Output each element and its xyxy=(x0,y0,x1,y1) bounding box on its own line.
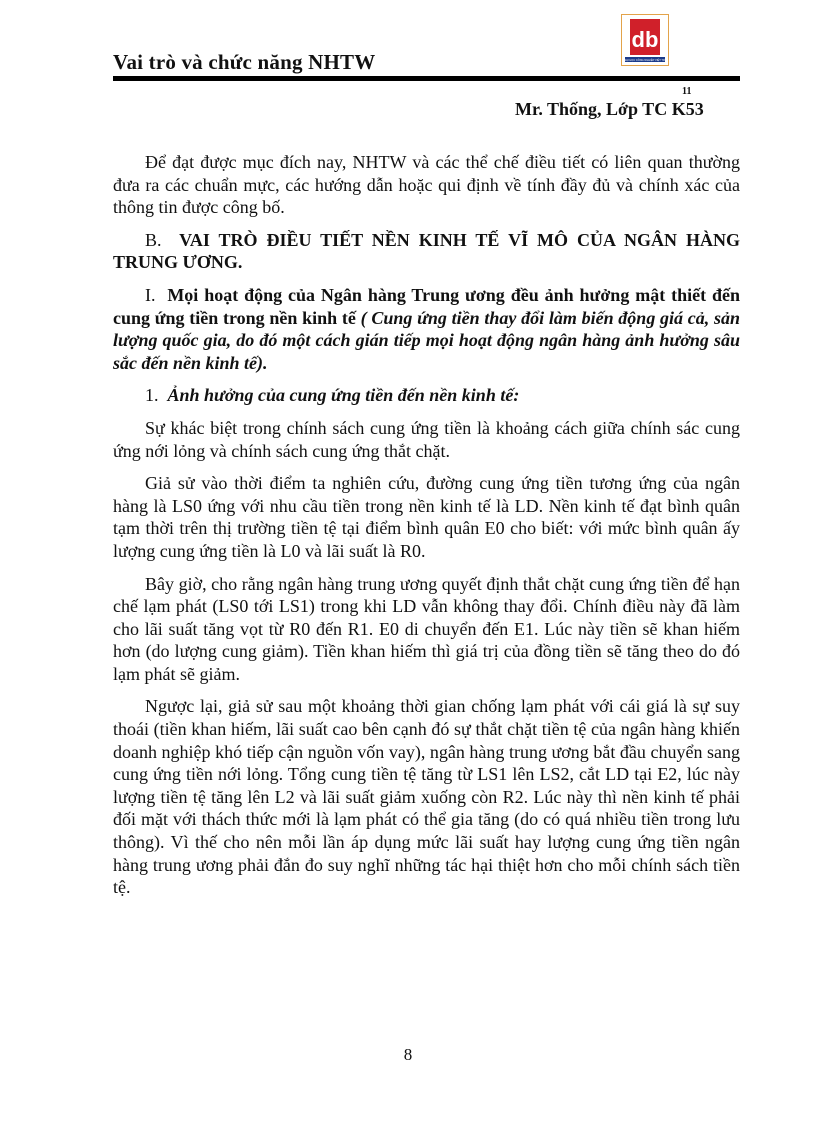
body-paragraph-2: Giả sử vào thời điểm ta nghiên cứu, đường cung ứng tiền tương ứng của ngân hàng là LS0 ứng với nhu cầu tiền trong nền kinh tế là LD. Nền kinh tế đạt bình quân tạm thời trên thị trường tiền tệ tại điểm bình quân E0 cho biết: với mức bình quân ấy lượng cung ứng tiền là L0 và lãi suất là R0. xyxy=(113,473,740,561)
page-number: 8 xyxy=(403,1045,413,1064)
document-body xyxy=(113,151,740,909)
subsection-1-heading xyxy=(113,384,740,407)
section-i-italic: ( Cung ứng tiền thay đổi làm biến động giá cả, sản lượng quốc gia, do đó một cách gián tiếp mọi hoạt động ngân hàng ảnh hưởng sâu sắc đến nền kinh tế). xyxy=(113,307,741,373)
section-i-heading xyxy=(113,284,740,374)
header-superscript: 11 xyxy=(682,86,692,97)
body-paragraph-3: Bây giờ, cho rằng ngân hàng trung ương quyết định thắt chặt cung ứng tiền để hạn chế lạm phát (LS0 tới LS1) trong khi LD vẫn không thay đổi. Chính điều này đã làm cho lãi suất tăng vọt từ R0 đến R1. E0 di chuyển đến E1. Lúc này tiền sẽ khan hiếm hơn (do lượng cung giảm). Tiền khan hiếm thì giá trị của đồng tiền sẽ tăng theo do đó lạm phát sẽ giảm. xyxy=(113,573,740,684)
section-i-number: I. xyxy=(145,284,156,305)
header-rule xyxy=(113,76,740,81)
logo-text: db xyxy=(631,27,659,52)
author-line: Mr. Thống, Lớp TC K53 xyxy=(515,99,704,119)
header-title: Vai trò và chức năng NHTW xyxy=(113,50,376,74)
section-b-title: VAI TRÒ ĐIỀU TIẾT NỀN KINH TẾ VĨ MÔ CỦA NGÂN HÀNG TRUNG ƯƠNG. xyxy=(113,229,740,273)
logo-icon xyxy=(622,15,668,65)
university-logo xyxy=(621,14,669,66)
section-i-title: Mọi hoạt động của Ngân hàng Trung ương đều ảnh hưởng mật thiết đến cung ứng tiền trong nền kinh tế xyxy=(113,284,741,328)
logo-caption: ĐẠI HỌC CÔNG NGHIỆP VIỆT TRÌ xyxy=(624,59,666,62)
body-paragraph-4: Ngược lại, giả sử sau một khoảng thời gian chống lạm phát với cái giá là sự suy thoái (tiền khan hiếm, lãi suất cao bên cạnh đó sự thắt chặt tiền tệ của ngân hàng khiến doanh nghiệp khó tiếp cận nguồn vốn vay), ngân hàng trung ương bắt đầu chuyển sang cung ứng tiền nới lỏng. Tổng cung tiền tệ tăng từ LS1 lên LS2, cắt LD tại E2, lúc này lượng tiền tệ tăng lên L2 và lãi suất giảm xuống còn R2. Lúc này thì nền kinh tế phải đối mặt với thách thức mới là lạm phát có thể gia tăng (do có quá nhiều tiền trong lưu thông). Vì thế cho nên mỗi lần áp dụng mức lãi suất hay lượng cung ứng tiền ngân hàng trung ương phải đắn đo suy nghĩ những tác hại thiệt hơn cho mỗi chính sách tiền tệ. xyxy=(113,696,740,898)
intro-paragraph: Để đạt được mục đích nay, NHTW và các thể chế điều tiết có liên quan thường đưa ra các chuẩn mực, các hướng dẫn hoặc qui định về tính đầy đủ và chính xác của thông tin được công bố. xyxy=(113,152,740,218)
subsection-1-number: 1. xyxy=(145,385,159,406)
section-b-number: B. xyxy=(145,229,162,250)
body-paragraph-1: Sự khác biệt trong chính sách cung ứng tiền là khoảng cách giữa chính sác cung ứng nới lỏng và chính sách cung ứng thắt chặt. xyxy=(113,417,740,461)
section-b-heading xyxy=(113,229,740,274)
subsection-1-title: Ảnh hưởng của cung ứng tiền đến nền kinh tế: xyxy=(167,385,520,406)
